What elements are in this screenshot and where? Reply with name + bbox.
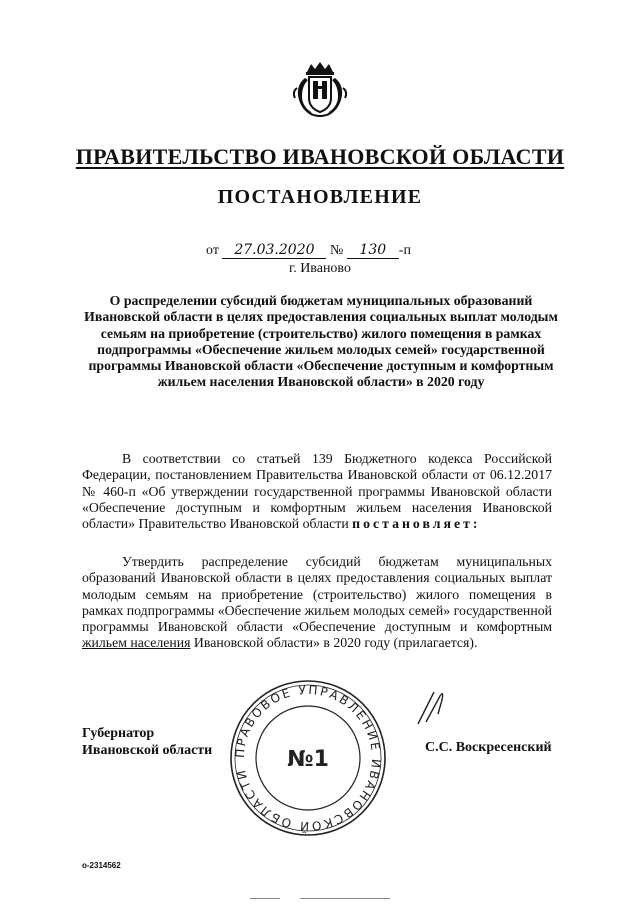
signatory-name: С.С. Воскресенский (425, 740, 552, 755)
resolution-text-underlined: жильем населения (82, 635, 191, 651)
resolution-text-start: Утвердить распределение субсидий бюджетам муниципальных образований Ивановской области в целях предоставления социальных выплат молодым семьям на приобретение (строительство) жилого помещения в рамках подпрограммы «Обеспечение жильем молодых семей» государственной программы Ивановской области «Обеспечение доступным и комфортным (82, 554, 552, 635)
official-stamp (228, 678, 388, 838)
handwritten-signature (404, 688, 464, 728)
paragraph-resolution (82, 554, 552, 652)
footer-code: о-2314562 (82, 861, 121, 870)
stamp-number: №1 (287, 747, 329, 772)
position-line-2: Ивановской области (82, 743, 213, 758)
preamble-text: В соответствии со статьей 139 Бюджетного кодекса Российской Федерации, постановлением Правительства Ивановской области от 06.12.2017 № 460-п «Об утверждении государственной программы Ивановской области «Обеспечение доступным и комфортным жильем населения Ивановской области» Правительство Ивановской области (82, 451, 552, 532)
paragraph-preamble (82, 451, 552, 532)
divider (300, 898, 390, 899)
number-suffix: -п (398, 243, 411, 258)
position-line-1: Губернатор (82, 726, 155, 741)
decree-date: 27.03.2020 (222, 243, 326, 259)
coat-of-arms-icon (289, 58, 351, 120)
decree-date-number-line (206, 243, 411, 259)
signatory-position (82, 725, 212, 759)
resolution-text-end: Ивановской области» в 2020 году (прилагается). (193, 635, 478, 651)
stamp-ring-text: ПРАВОВОЕ УПРАВЛЕНИЕ ИВАНОВСКОЙ ОБЛАСТИ (232, 682, 384, 834)
decree-title: О распределении субсидий бюджетам муниципальных образований Ивановской области в целях предоставления социальных выплат молодым семьям на приобретение (строительство) жилого помещения в рамках подпрограммы «Обеспечение жильем молодых семей» государственной программы Ивановской области «Обеспечение доступным и комфортным жильем населения Ивановской области» в 2020 году (84, 293, 558, 390)
government-name: ПРАВИТЕЛЬСТВО ИВАНОВСКОЙ ОБЛАСТИ (75, 144, 565, 169)
number-sign: № (329, 243, 344, 258)
resolves-word: постановляет: (352, 516, 481, 532)
city: г. Иваново (289, 261, 351, 276)
decree-number: 130 (347, 243, 399, 259)
divider (250, 898, 280, 899)
from-label: от (206, 243, 219, 258)
document-type: ПОСТАНОВЛЕНИЕ (217, 186, 423, 208)
